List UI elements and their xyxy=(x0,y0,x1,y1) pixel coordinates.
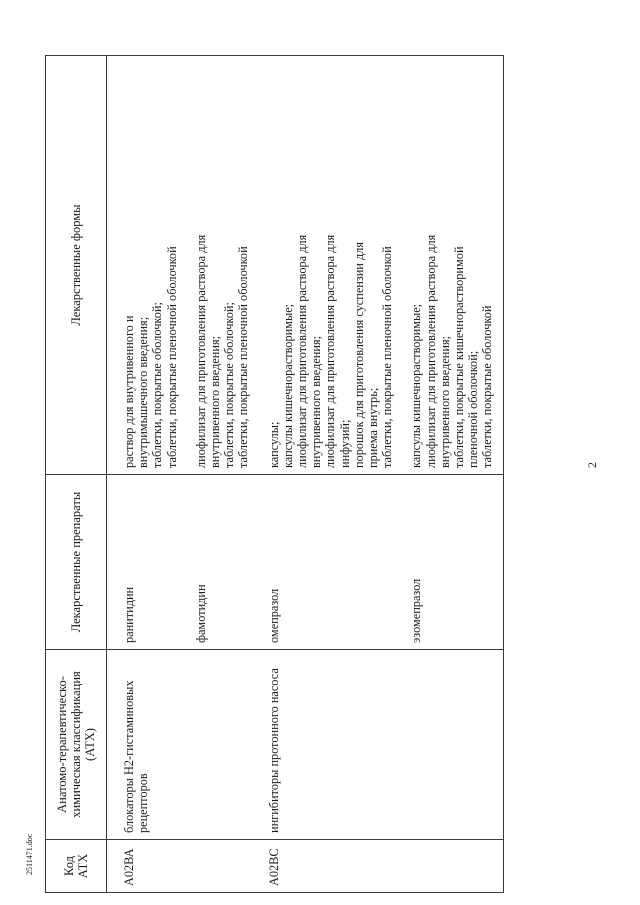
dosage-form-line: таблетки, покрытые оболочкой xyxy=(480,305,495,468)
table-header-row xyxy=(46,56,107,893)
dosage-form-line: лиофилизат для приготовления раствора для xyxy=(423,234,438,468)
drug-name-cell: эзомепразол xyxy=(394,475,503,650)
dosage-form-line: внутримышечного введения; xyxy=(136,316,151,468)
atc-code-cell: А02ВС xyxy=(251,840,395,893)
dosage-form-line: таблетки, покрытые пленочной оболочкой xyxy=(164,246,179,468)
dosage-form-line: капсулы кишечнорастворимые; xyxy=(409,303,424,468)
atc-code-cell: А02ВА xyxy=(107,840,179,893)
dosage-form-line: таблетки, покрытые пленочной оболочкой xyxy=(236,246,251,468)
drug-name-cell: ранитидин xyxy=(107,475,179,650)
atc-classification-cell xyxy=(394,650,503,840)
table-row xyxy=(179,56,251,893)
page-number: 2 xyxy=(585,462,599,468)
atc-table xyxy=(45,55,504,893)
dosage-form-line: лиофилизат для приготовления раствора для xyxy=(323,234,338,468)
atc-classification-cell: ингибиторы протонного насоса xyxy=(251,650,395,840)
header-dosage-forms: Лекарственные формы xyxy=(46,56,107,475)
drug-name-cell: омепразол xyxy=(251,475,395,650)
dosage-forms-cell xyxy=(107,56,179,475)
dosage-form-line: пленочной оболочкой; xyxy=(466,350,481,468)
dosage-form-line: приема внутрь; xyxy=(366,387,381,468)
dosage-form-line: внутривенного введения; xyxy=(309,335,324,468)
dosage-form-line: таблетки, покрытые оболочкой; xyxy=(222,302,237,468)
dosage-forms-cell xyxy=(251,56,395,475)
dosage-form-line: внутривенного введения; xyxy=(208,335,223,468)
atc-classification-cell xyxy=(179,650,251,840)
document-code: 2511471.doc xyxy=(25,833,34,875)
table-row xyxy=(251,56,395,893)
header-atc-code: Код АТХ xyxy=(46,840,107,893)
dosage-form-line: внутривенного введения; xyxy=(437,335,452,468)
table-row xyxy=(394,56,503,893)
dosage-form-line: таблетки, покрытые кишечнорастворимой xyxy=(452,246,467,468)
dosage-form-line: таблетки, покрытые оболочкой; xyxy=(150,302,165,468)
dosage-form-line: таблетки, покрытые пленочной оболочкой xyxy=(380,246,395,468)
table-row xyxy=(107,56,179,893)
dosage-form-line: порошок для приготовления суспензии для xyxy=(351,241,366,468)
atc-table-container xyxy=(45,56,573,893)
header-drugs: Лекарственные препараты xyxy=(46,475,107,650)
dosage-form-line: раствор для внутривенного и xyxy=(122,315,136,468)
drug-name-cell: фамотидин xyxy=(179,475,251,650)
dosage-form-line: инфузий; xyxy=(337,419,352,468)
dosage-forms-cell xyxy=(394,56,503,475)
dosage-forms-cell xyxy=(179,56,251,475)
dosage-form-line: лиофилизат для приготовления раствора для xyxy=(295,234,310,468)
dosage-form-line: капсулы; xyxy=(266,421,281,468)
atc-classification-cell: блокаторы Н2-гистаминовых рецепторов xyxy=(107,650,179,840)
dosage-form-line: капсулы кишечнорастворимые; xyxy=(280,303,295,468)
header-atc-classification: Анатомо-терапевтическо-химическая классификация (АТХ) xyxy=(46,650,107,840)
atc-code-cell xyxy=(394,840,503,893)
dosage-form-line: лиофилизат для приготовления раствора для xyxy=(193,234,208,468)
atc-code-cell xyxy=(179,840,251,893)
